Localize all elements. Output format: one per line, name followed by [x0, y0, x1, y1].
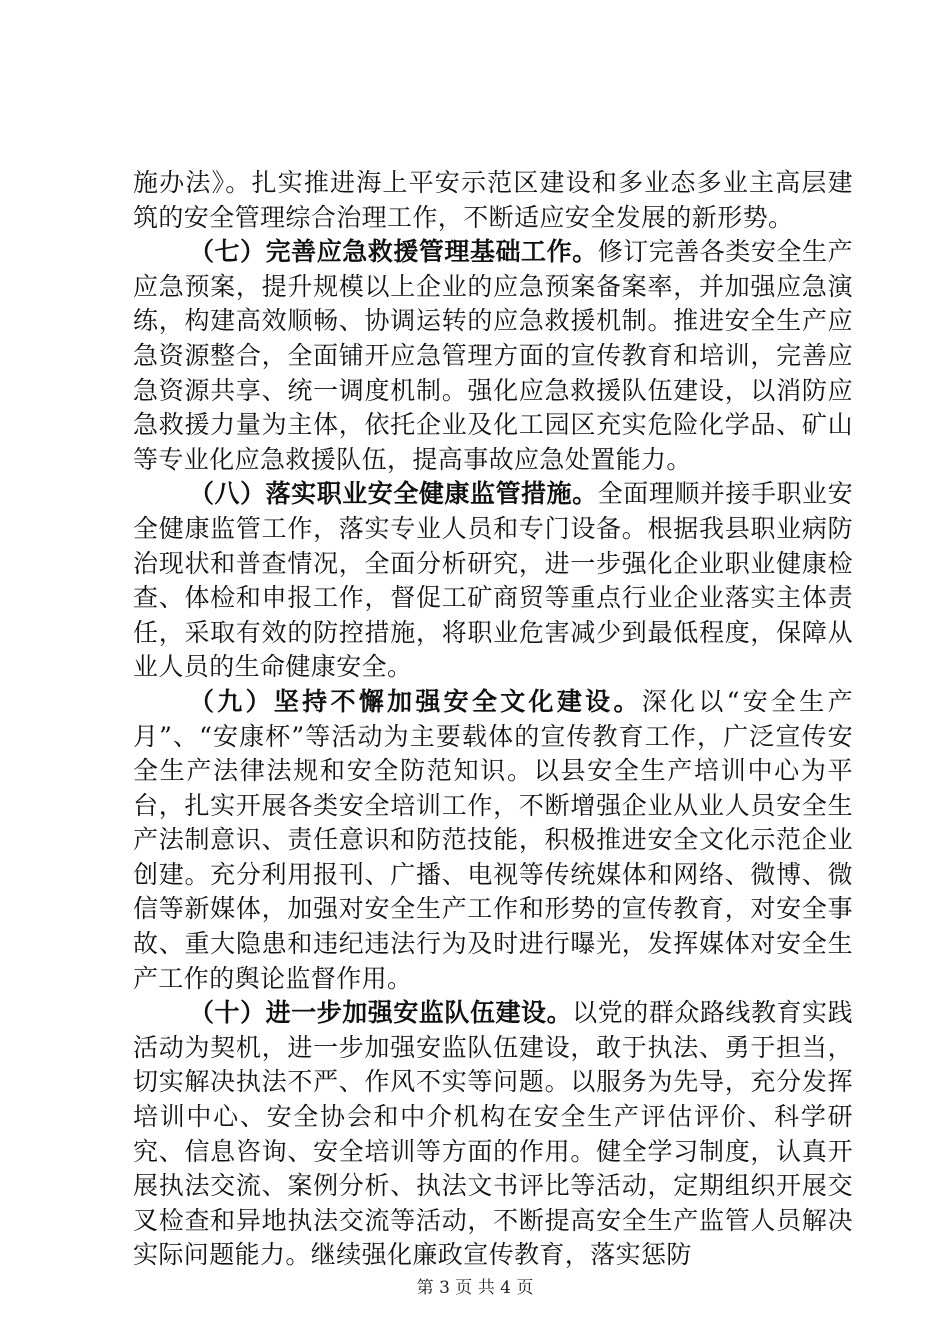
paragraph-2-heading: （七）完善应急救援管理基础工作。 [189, 237, 598, 267]
paragraph-5 [133, 996, 853, 1273]
paragraph-4-body: 深化以“安全生产月”、“安康杯”等活动为主要载体的宣传教育工作，广泛宣传安全生产法律法规和安全防范知识。以县安全生产培训中心为平台，扎实开展各类安全培训工作，不断增强企业从业人员安全生产法制意识、责任意识和防范技能，积极推进安全文化示范企业创建。充分利用报刊、广播、电视等传统媒体和网络、微博、微信等新媒体，加强对安全生产工作和形势的宣传教育，对安全事故、重大隐患和违纪违法行为及时进行曝光，发挥媒体对安全生产工作的舆论监督作用。 [133, 686, 854, 993]
paragraph-5-body: 以党的群众路线教育实践活动为契机，进一步加强安监队伍建设，敢于执法、勇于担当，切实解决执法不严、作风不实等问题。以服务为先导，充分发挥培训中心、安全协会和中介机构在安全生产评估评价、科学研究、信息咨询、安全培训等方面的作用。健全学习制度，认真开展执法交流、案例分析、执法文书评比等活动，定期组织开展交叉检查和异地执法交流等活动，不断提高安全生产监管人员解决实际问题能力。继续强化廉政宣传教育，落实惩防 [133, 998, 853, 1270]
paragraph-1 [133, 166, 853, 235]
paragraph-3-body: 全面理顺并接手职业安全健康监管工作，落实专业人员和专门设备。根据我县职业病防治现状和普查情况，全面分析研究，进一步强化企业职业健康检查、体检和申报工作，督促工矿商贸等重点行业企业落实主体责任，采取有效的防控措施，将职业危害减少到最低程度，保障从业人员的生命健康安全。 [133, 479, 853, 682]
paragraph-2 [133, 235, 853, 477]
paragraph-2-body: 修订完善各类安全生产应急预案，提升规模以上企业的应急预案备案率，并加强应急演练，构建高效顺畅、协调运转的应急救援机制。推进安全生产应急资源整合，全面铺开应急管理方面的宣传教育和培训，完善应急资源共享、统一调度机制。强化应急救援队伍建设，以消防应急救援力量为主体，依托企业及化工园区充实危险化学品、矿山等专业化应急救援队伍，提高事故应急处置能力。 [133, 237, 853, 474]
paragraph-3-heading: （八）落实职业安全健康监管措施。 [189, 479, 598, 509]
page-number-footer: 第 3 页 共 4 页 [416, 1278, 534, 1298]
document-body [133, 166, 853, 1273]
paragraph-4 [133, 685, 853, 996]
paragraph-3 [133, 477, 853, 685]
paragraph-1-body: 施办法》。扎实推进海上平安示范区建设和多业态多业主高层建筑的安全管理综合治理工作，不断适应安全发展的新形势。 [133, 168, 853, 232]
paragraph-4-heading: （九）坚持不懈加强安全文化建设。 [189, 686, 642, 716]
paragraph-5-heading: （十）进一步加强安监队伍建设。 [189, 998, 573, 1028]
